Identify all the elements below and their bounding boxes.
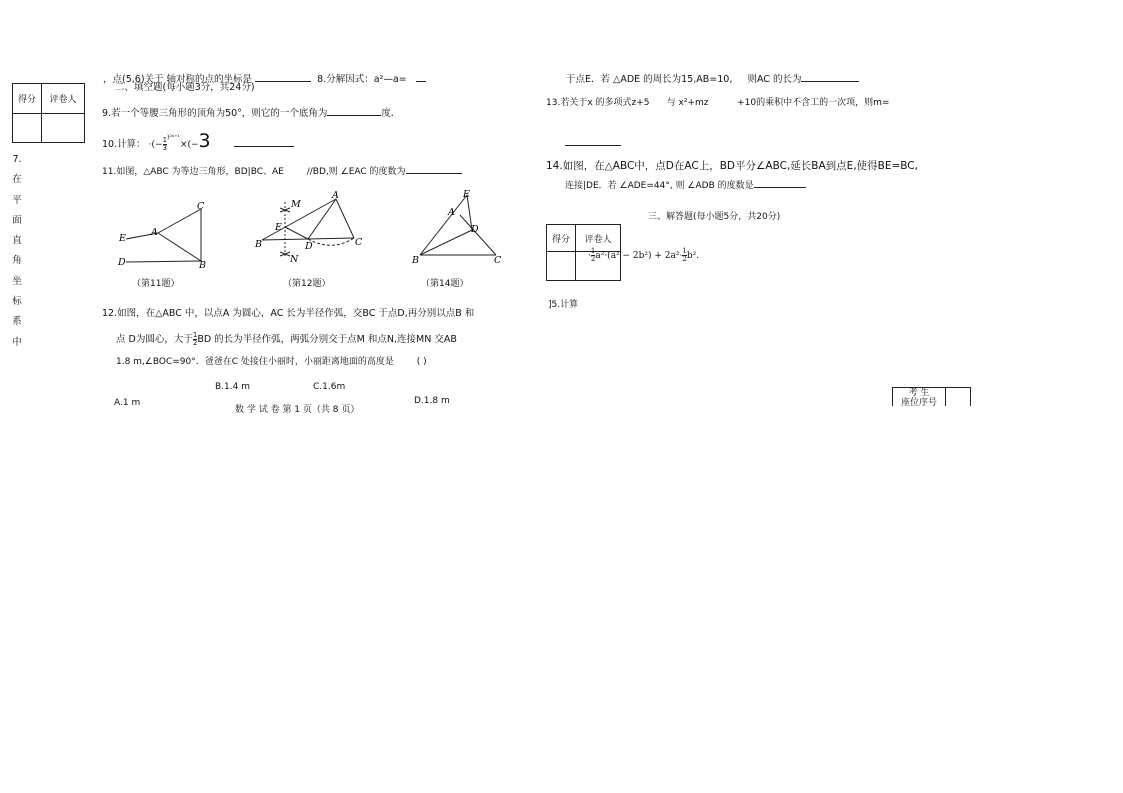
q12-line3 bbox=[116, 357, 427, 368]
fig14-label-c: C bbox=[494, 255, 502, 266]
q12-line1: 12.如图，在△ABC 中，以点A 为圆心，AC 长为半径作弧，交BC 于点D,再分别以点B 和 bbox=[102, 308, 475, 319]
score-header: 得分 bbox=[13, 84, 42, 114]
fig11-label-e: E bbox=[119, 233, 126, 244]
vertical-char: 中 bbox=[12, 336, 22, 348]
q7-continuation: ，点(5,6)关于 轴对称的点的坐标是 bbox=[103, 74, 253, 85]
seat-number-box bbox=[892, 387, 971, 406]
line-ab bbox=[158, 233, 201, 261]
q13-answer-blank[interactable] bbox=[565, 131, 621, 150]
score-header: 得分 bbox=[547, 225, 576, 252]
q14-answer-blank[interactable] bbox=[754, 178, 806, 188]
section-3-title: 三、解答题(每小题5分，共20分) bbox=[648, 212, 781, 222]
expr-frac2-num: 1 bbox=[682, 247, 687, 255]
q11-text bbox=[102, 164, 462, 178]
score-cell[interactable] bbox=[547, 252, 576, 281]
line-ed bbox=[285, 227, 308, 239]
fig12-caption: （第12题） bbox=[283, 279, 331, 289]
fig11-label-a: A bbox=[151, 227, 158, 238]
q15-label: ]5.计算 bbox=[548, 300, 579, 310]
q15-expression bbox=[588, 245, 699, 267]
fig14-label-d: D bbox=[471, 224, 479, 235]
score-cell[interactable] bbox=[13, 114, 42, 143]
fig12-label-e: E bbox=[275, 222, 282, 233]
vertical-char: 角 bbox=[12, 255, 22, 267]
q10-exponent: )²ⁿ⁺¹ bbox=[167, 134, 180, 141]
q13-text bbox=[546, 98, 889, 109]
line-ad bbox=[308, 199, 336, 239]
q10-frac-num: 1 bbox=[162, 136, 168, 144]
line-ac bbox=[460, 215, 496, 255]
q12-answer-paren[interactable]: ( ) bbox=[416, 357, 427, 367]
q7-answer-blank[interactable] bbox=[255, 72, 311, 82]
vertical-char: 系 bbox=[12, 316, 22, 328]
right-line1b: 则AC 的长为 bbox=[747, 74, 802, 85]
q13-a: 13.若关于x 的多项式z+5 bbox=[546, 98, 650, 108]
fig11-caption: （第11题） bbox=[132, 279, 180, 289]
q10-big-three: 3 bbox=[198, 130, 211, 152]
seat-value-cell[interactable] bbox=[946, 388, 970, 406]
line-bd bbox=[420, 230, 472, 255]
expr-tail: b². bbox=[686, 251, 700, 261]
q9-text bbox=[102, 106, 394, 120]
q13-b: 与 x²+mz bbox=[666, 98, 709, 108]
q12-frac-num: 1 bbox=[192, 331, 198, 339]
fig12-label-b: B bbox=[255, 239, 262, 250]
q8-text: 8.分解因式：a²—a= bbox=[317, 74, 407, 85]
figure-11 bbox=[112, 195, 212, 275]
vertical-char: 7. bbox=[12, 154, 22, 165]
fig14-label-b: B bbox=[412, 255, 419, 266]
option-c[interactable]: C.1.6m bbox=[313, 382, 346, 392]
line-db bbox=[126, 261, 201, 262]
line-be bbox=[420, 195, 467, 255]
vertical-char: 面 bbox=[12, 214, 22, 226]
vertical-char: 直 bbox=[12, 235, 22, 247]
q11-stem-b: //BD,则 ∠EAC 的度数为 bbox=[306, 167, 406, 177]
q10-times: ×(− bbox=[179, 140, 199, 150]
expr-frac1-num: 1 bbox=[590, 247, 596, 255]
vertical-char: 平 bbox=[12, 194, 22, 206]
section-2-title: 二、填空题(每小题3分，共24分) bbox=[115, 82, 255, 93]
right-line1a: 于点E．若 △ADE 的周长为15,AB=10, bbox=[566, 74, 733, 85]
q9-answer-blank[interactable] bbox=[327, 106, 381, 116]
q12-line3-text: 1.8 m,∠BOC=90°．爸爸在C 处接住小丽时，小丽距离地面的高度是 bbox=[116, 357, 394, 367]
expr-dot: · bbox=[588, 251, 591, 261]
fig14-label-a: A bbox=[448, 207, 455, 218]
fig12-label-a: A bbox=[332, 190, 339, 201]
fig12-label-c: C bbox=[355, 237, 363, 248]
q10-frac-den: 3 bbox=[162, 144, 168, 152]
left-score-table bbox=[12, 83, 85, 143]
fig12-label-n: N bbox=[290, 254, 299, 265]
q10-prefix: ·(− bbox=[148, 140, 163, 150]
q11-answer-blank[interactable] bbox=[406, 164, 462, 174]
q12-line2a: 点 D为圆心，大于 bbox=[116, 334, 193, 345]
q12-frac-den: 2 bbox=[192, 339, 198, 347]
vertical-char: 在 bbox=[12, 174, 22, 186]
q14-line2-text: 连接|DE．若 ∠ADE=44°, 则 ∠ADB 的度数是 bbox=[565, 181, 754, 191]
q8-answer-blank[interactable] bbox=[416, 72, 426, 82]
q11-stem: 11.如图，△ABC 为等边三角形，BD|BC、AE bbox=[102, 167, 284, 177]
grader-cell[interactable] bbox=[42, 114, 85, 143]
option-d[interactable]: D.1.8 m bbox=[414, 396, 450, 406]
fig11-label-b: B bbox=[199, 260, 206, 271]
q10-text bbox=[102, 128, 294, 152]
q14-line1: 14.如图，在△ABC中，点D在AC上，BD平分∠ABC,延长BA到点E,使得BE=BC, bbox=[546, 160, 918, 172]
q9-unit: 度. bbox=[381, 108, 394, 119]
fig11-label-d: D bbox=[118, 257, 126, 268]
page-footer: 数 学 试 卷 第 1 页（共 8 页） bbox=[235, 405, 360, 415]
option-a[interactable]: A.1 m bbox=[114, 398, 141, 408]
grader-header: 评卷人 bbox=[42, 84, 85, 114]
ac-answer-blank[interactable] bbox=[801, 72, 859, 82]
vertical-char: 坐 bbox=[12, 275, 22, 287]
figure-14 bbox=[405, 185, 505, 270]
seat-label-cell bbox=[893, 388, 946, 406]
fig12-label-m: M bbox=[291, 199, 301, 210]
q14-line2 bbox=[565, 178, 806, 192]
option-b[interactable]: B.1.4 m bbox=[215, 382, 250, 392]
fig11-label-c: C bbox=[197, 201, 205, 212]
line-ac bbox=[336, 199, 354, 238]
vertical-question-7 bbox=[11, 150, 23, 353]
expr-frac2-den: 2 bbox=[682, 255, 687, 263]
figure-12 bbox=[250, 190, 375, 270]
line-dc bbox=[308, 238, 354, 239]
q12-continued bbox=[566, 72, 859, 86]
vertical-char: 标 bbox=[12, 296, 22, 308]
q12-line2b: BD 的长为半径作弧，两弧分别交于点M 和点N,连接MN 交AB bbox=[197, 334, 457, 345]
q12-line2 bbox=[116, 329, 457, 351]
fig12-label-d: D bbox=[305, 241, 313, 252]
expr-frac1-den: 2 bbox=[590, 255, 596, 263]
q10-answer-blank[interactable] bbox=[234, 137, 294, 147]
q13-c: +10的乘积中不含工的一次项，则m= bbox=[737, 98, 890, 108]
line-ac bbox=[158, 209, 201, 233]
fig14-caption: （第14题） bbox=[421, 279, 469, 289]
expr-mid: a²·(a² − 2b²) + 2a²· bbox=[595, 251, 683, 261]
fig14-label-e: E bbox=[463, 189, 470, 200]
q10-label: 10.计算： bbox=[102, 139, 146, 150]
q9-stem: 9.若一个等腰三角形的顶角为50°，则它的一个底角为 bbox=[102, 108, 328, 119]
seat-label-line1: 考 生 bbox=[908, 388, 930, 398]
seat-label-line2: 座位序号 bbox=[900, 398, 937, 406]
grader-header: 评卷人 bbox=[576, 225, 621, 252]
